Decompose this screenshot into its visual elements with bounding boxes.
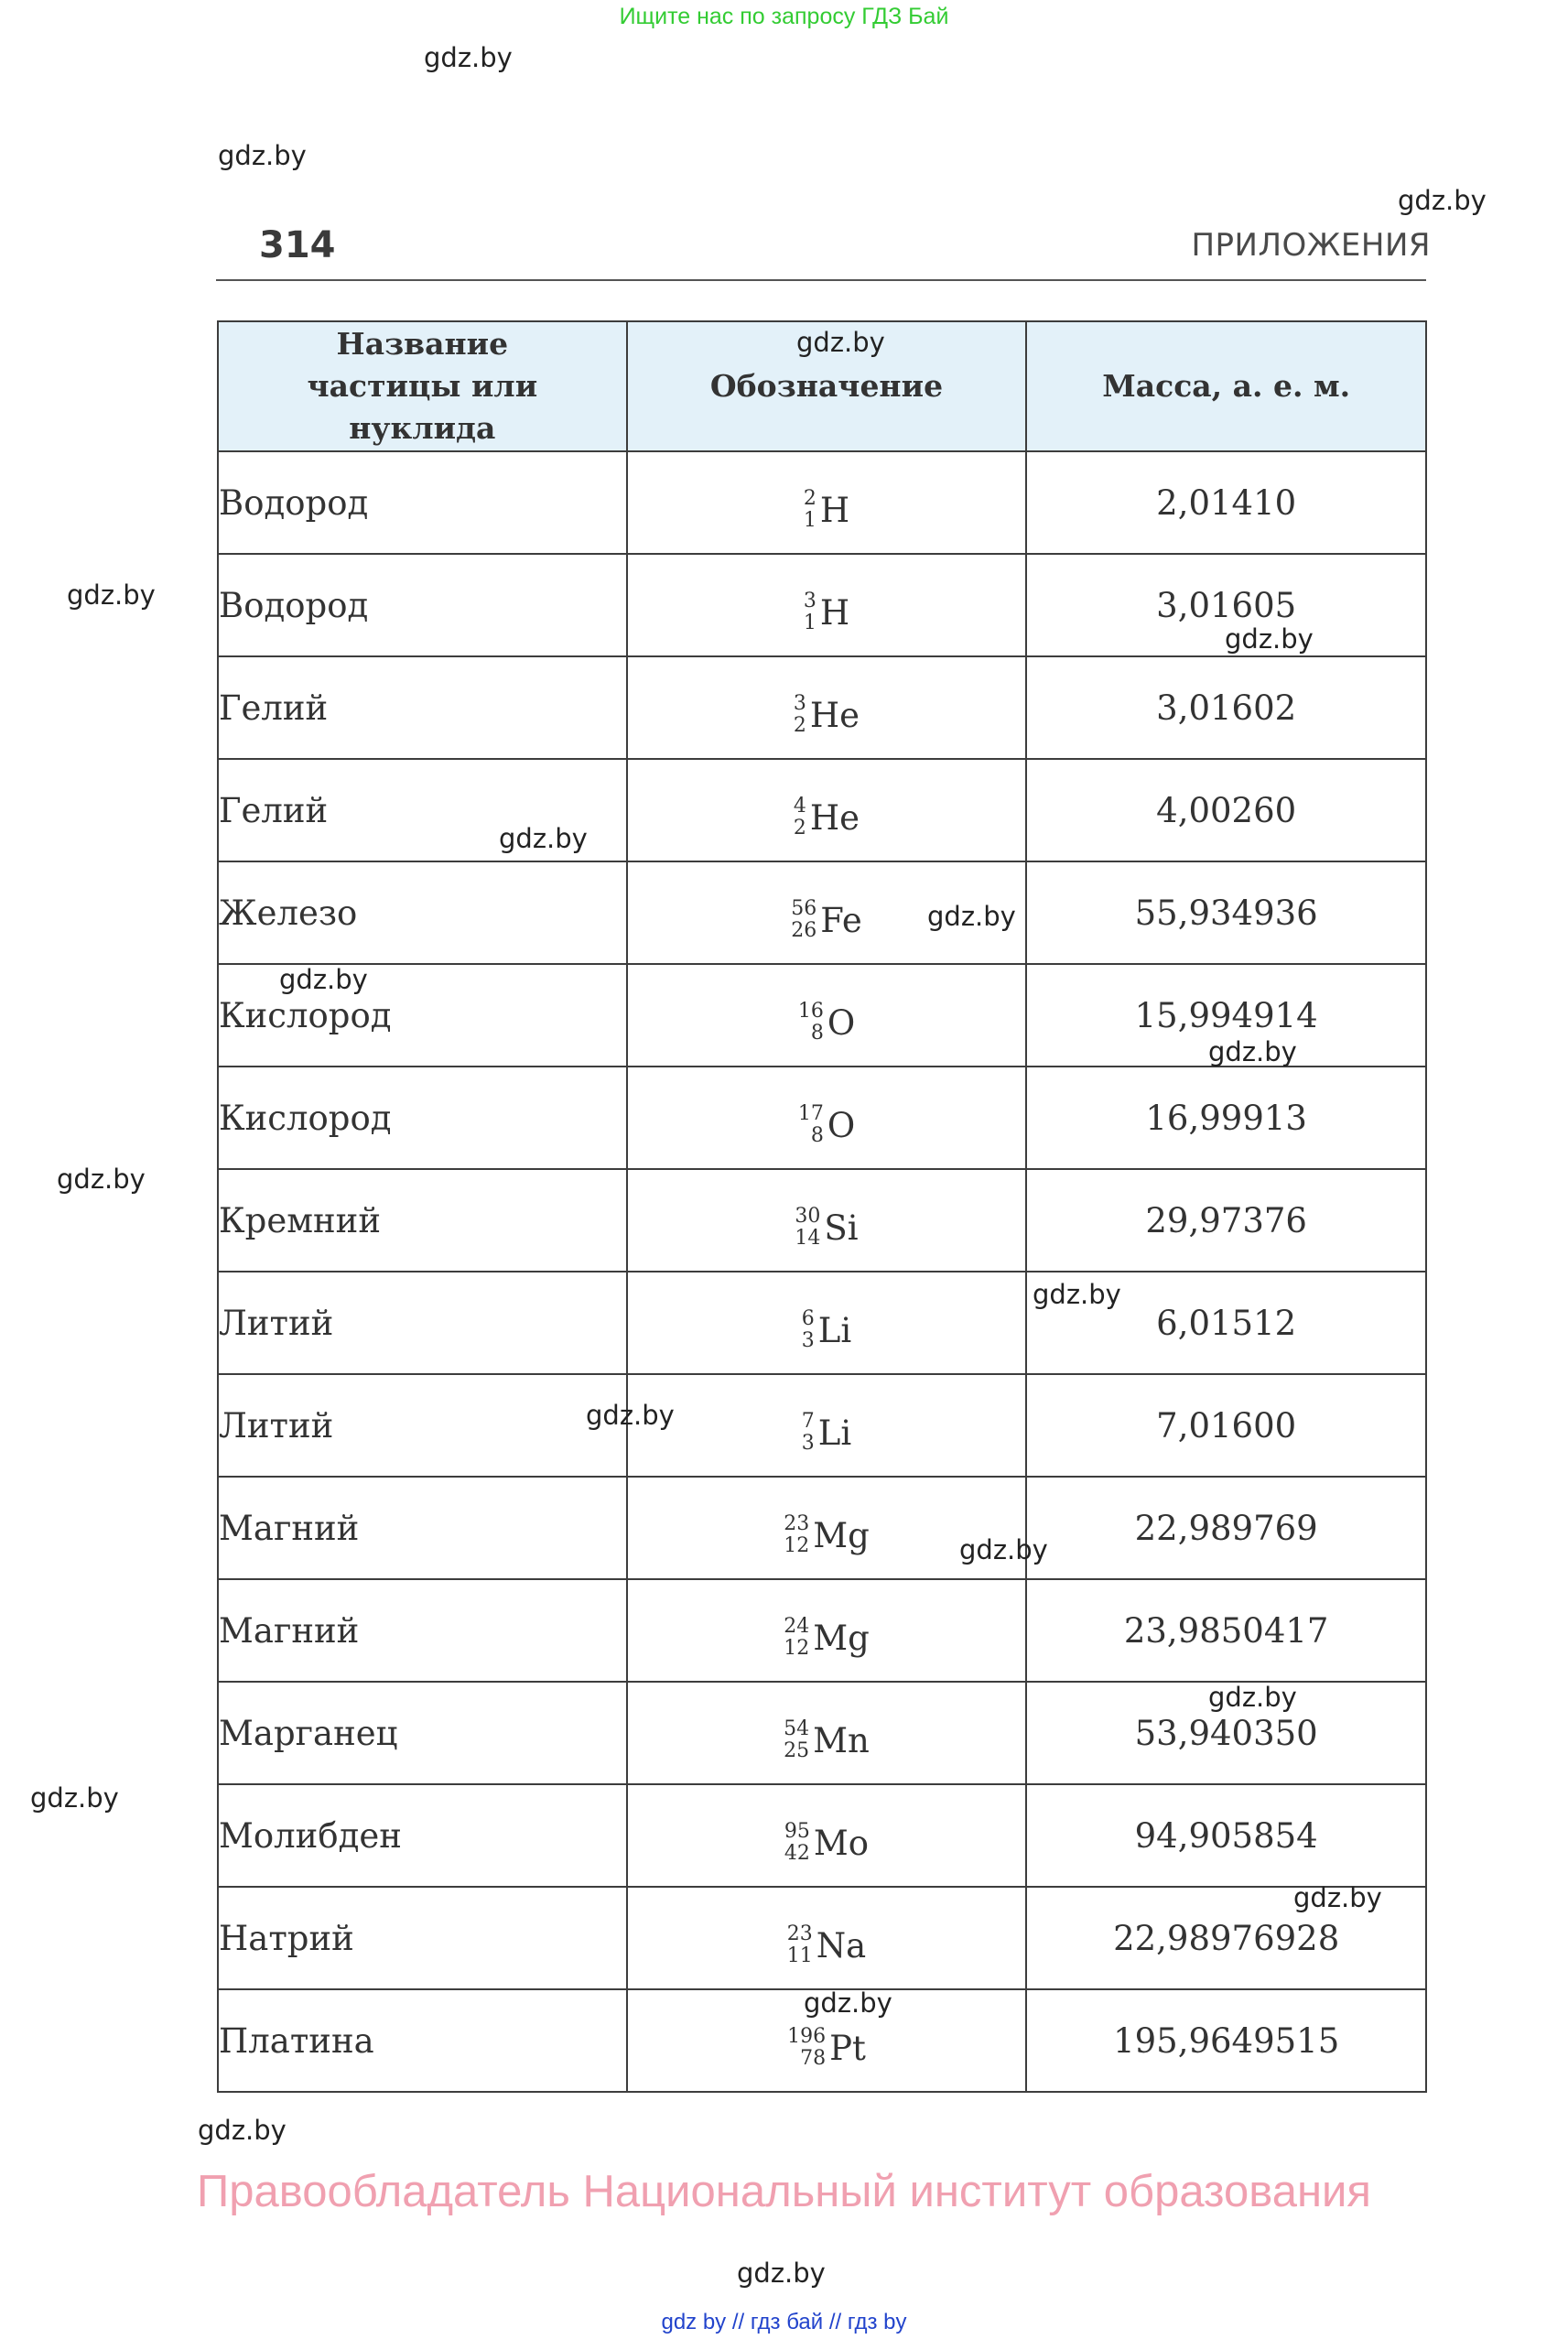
particle-name: Кислород: [218, 1067, 627, 1169]
nuclide-notation: [791, 898, 862, 942]
mass-number: 95: [784, 1820, 810, 1843]
nuclide-notation: [798, 1001, 855, 1045]
nuclide-symbol: [627, 1374, 1027, 1477]
nuclide-symbol: [627, 554, 1027, 656]
watermark: gdz.by: [279, 964, 368, 995]
table-row: [218, 1169, 1426, 1272]
nuclide-symbol: [627, 759, 1027, 861]
mass-number: 4: [793, 795, 806, 818]
atomic-mass: 94,905854: [1026, 1784, 1426, 1887]
particle-name: Водород: [218, 554, 627, 656]
page-number: 314: [259, 224, 336, 266]
atomic-mass: 16,99913: [1026, 1067, 1426, 1169]
nucleon-numbers: [804, 488, 816, 532]
nuclide-symbol: [627, 1784, 1027, 1887]
nuclide-symbol: [627, 964, 1027, 1067]
table-row: [218, 1067, 1426, 1169]
watermark: gdz.by: [218, 140, 307, 171]
nuclide-notation: [802, 1411, 851, 1455]
element-symbol: Mg: [813, 1618, 870, 1658]
atomic-number: 25: [784, 1739, 810, 1762]
section-title: ПРИЛОЖЕНИЯ: [1191, 227, 1431, 264]
nuclide-notation: [784, 1821, 869, 1865]
watermark: gdz.by: [927, 901, 1016, 932]
atomic-number: 42: [784, 1842, 810, 1865]
watermark: gdz.by: [1293, 1882, 1382, 1913]
mass-number: 3: [793, 692, 806, 715]
watermark: gdz.by: [586, 1400, 675, 1431]
element-symbol: Pt: [829, 2028, 866, 2068]
atomic-number: 2: [793, 714, 806, 737]
watermark: gdz.by: [57, 1164, 146, 1195]
watermark: gdz.by: [499, 823, 588, 854]
element-symbol: Fe: [820, 900, 862, 940]
element-symbol: Si: [824, 1207, 859, 1248]
element-symbol: H: [819, 490, 850, 530]
atomic-mass: 3,01602: [1026, 656, 1426, 759]
nuclide-notation: [787, 1923, 866, 1967]
atomic-number: 1: [803, 509, 816, 532]
nucleon-numbers: [787, 1923, 813, 1967]
nuclide-notation: [794, 796, 860, 839]
header-mass: Масса, а. е. м.: [1026, 321, 1426, 451]
watermark: gdz.by: [737, 2258, 826, 2289]
atomic-number: 3: [801, 1432, 815, 1455]
table-row: [218, 656, 1426, 759]
nucleon-numbers: [784, 1616, 809, 1660]
nuclide-notation: [804, 590, 849, 634]
nuclide-symbol: [627, 1682, 1027, 1784]
atomic-number: 11: [786, 1944, 813, 1967]
nucleon-numbers: [804, 590, 816, 634]
table-row: [218, 1272, 1426, 1374]
watermark: gdz.by: [1225, 623, 1314, 655]
atomic-number: 3: [801, 1329, 815, 1352]
nuclide-symbol: [627, 1887, 1027, 1989]
nucleon-numbers: [798, 1001, 824, 1045]
watermark: gdz.by: [67, 579, 156, 611]
element-symbol: Mo: [813, 1823, 870, 1863]
element-symbol: O: [827, 1105, 856, 1145]
header-name-text: Название частицы или нуклида: [307, 326, 538, 446]
particle-name: Кислород: [218, 964, 627, 1067]
atomic-number: 26: [791, 919, 817, 942]
nucleon-numbers: [791, 898, 816, 942]
nuclide-notation: [784, 1718, 870, 1762]
table-row: [218, 1784, 1426, 1887]
nuclide-notation: [795, 1206, 858, 1250]
atomic-mass: 2,01410: [1026, 451, 1426, 554]
table-row: [218, 1374, 1426, 1477]
atomic-mass: 4,00260: [1026, 759, 1426, 861]
nucleon-numbers: [784, 1513, 809, 1557]
header-name: [218, 321, 627, 451]
atomic-mass: 195,9649515: [1026, 1989, 1426, 2092]
mass-number: 54: [784, 1717, 810, 1740]
particle-name: Железо: [218, 861, 627, 964]
atomic-mass: 7,01600: [1026, 1374, 1426, 1477]
element-symbol: O: [827, 1002, 856, 1043]
atomic-mass: 29,97376: [1026, 1169, 1426, 1272]
element-symbol: H: [819, 592, 850, 633]
particle-name: Гелий: [218, 656, 627, 759]
watermark: gdz.by: [959, 1534, 1048, 1565]
nucleon-numbers: [798, 1103, 824, 1147]
particle-name: Магний: [218, 1579, 627, 1682]
nuclide-symbol: [627, 1169, 1027, 1272]
atomic-mass: 23,9850417: [1026, 1579, 1426, 1682]
particle-name: Кремний: [218, 1169, 627, 1272]
mass-number: 196: [787, 2025, 827, 2048]
atomic-mass: 3,01605: [1026, 554, 1426, 656]
atomic-mass: 22,98976928: [1026, 1887, 1426, 1989]
copyright-notice: Правообладатель Национальный институт образования: [197, 2167, 1371, 2216]
particle-name: Водород: [218, 451, 627, 554]
mass-number: 7: [801, 1410, 815, 1433]
nuclide-notation: [802, 1308, 851, 1352]
atomic-mass: 15,994914: [1026, 964, 1426, 1067]
nucleon-numbers: [802, 1411, 815, 1455]
nuclide-mass-table: [217, 320, 1427, 2093]
nucleon-numbers: [802, 1308, 815, 1352]
watermark: gdz.by: [198, 2115, 287, 2146]
watermark: gdz.by: [1033, 1279, 1121, 1310]
element-symbol: He: [809, 695, 860, 735]
nuclide-notation: [798, 1103, 855, 1147]
nuclide-notation: [794, 693, 860, 737]
atomic-number: 78: [800, 2047, 827, 2070]
watermark: gdz.by: [1398, 185, 1487, 216]
particle-name: Магний: [218, 1477, 627, 1579]
element-symbol: He: [809, 797, 860, 838]
particle-name: Литий: [218, 1374, 627, 1477]
atomic-number: 8: [810, 1022, 824, 1045]
watermark: gdz.by: [1208, 1682, 1297, 1713]
nuclide-notation: [784, 1513, 870, 1557]
atomic-mass: 53,940350: [1026, 1682, 1426, 1784]
header-symbol: Обозначение: [627, 321, 1027, 451]
nuclide-symbol: [627, 656, 1027, 759]
table-row: [218, 1477, 1426, 1579]
watermark: gdz.by: [804, 1987, 892, 2019]
atomic-number: 14: [795, 1227, 821, 1250]
mass-number: 6: [801, 1307, 815, 1330]
table-row: [218, 1579, 1426, 1682]
table-row: [218, 1887, 1426, 1989]
mass-number: 16: [797, 1000, 824, 1023]
table-row: [218, 759, 1426, 861]
nucleon-numbers: [784, 1821, 810, 1865]
nucleon-numbers: [794, 693, 806, 737]
nuclide-symbol: [627, 1067, 1027, 1169]
table-row: [218, 861, 1426, 964]
mass-number: 30: [795, 1205, 821, 1228]
nucleon-numbers: [787, 2026, 826, 2070]
atomic-number: 12: [784, 1637, 810, 1660]
footer-links[interactable]: gdz by // гдз бай // гдз by: [661, 2310, 907, 2334]
particle-name: Натрий: [218, 1887, 627, 1989]
watermark: gdz.by: [30, 1782, 119, 1814]
atomic-number: 8: [810, 1124, 824, 1147]
element-symbol: Li: [817, 1413, 852, 1453]
atomic-mass: 55,934936: [1026, 861, 1426, 964]
particle-name: Гелий: [218, 759, 627, 861]
particle-name: Молибден: [218, 1784, 627, 1887]
watermark: gdz.by: [796, 327, 885, 358]
mass-number: 17: [797, 1102, 824, 1125]
mass-number: 24: [784, 1615, 810, 1638]
particle-name: Литий: [218, 1272, 627, 1374]
header-divider: [216, 279, 1426, 281]
element-symbol: Mn: [813, 1720, 870, 1760]
nucleon-numbers: [794, 796, 806, 839]
watermark: gdz.by: [1208, 1036, 1297, 1067]
particle-name: Платина: [218, 1989, 627, 2092]
atomic-number: 12: [784, 1534, 810, 1557]
element-symbol: Na: [816, 1925, 867, 1966]
particle-name: Марганец: [218, 1682, 627, 1784]
nucleon-numbers: [784, 1718, 809, 1762]
atomic-number: 1: [803, 612, 816, 634]
atomic-mass: 22,989769: [1026, 1477, 1426, 1579]
table-body: [218, 451, 1426, 2092]
element-symbol: Mg: [813, 1515, 870, 1555]
nuclide-symbol: [627, 1579, 1027, 1682]
nuclide-notation: [787, 2026, 866, 2070]
element-symbol: Li: [817, 1310, 852, 1350]
nuclide-symbol: [627, 1272, 1027, 1374]
mass-number: 23: [786, 1922, 813, 1945]
watermark: gdz.by: [424, 42, 513, 73]
nuclide-notation: [784, 1616, 870, 1660]
nuclide-symbol: [627, 451, 1027, 554]
nucleon-numbers: [795, 1206, 820, 1250]
table-row: [218, 451, 1426, 554]
top-banner[interactable]: Ищите нас по запросу ГДЗ Бай: [619, 4, 949, 29]
nuclide-notation: [804, 488, 849, 532]
mass-number: 23: [784, 1512, 810, 1535]
atomic-mass: 6,01512: [1026, 1272, 1426, 1374]
mass-number: 3: [803, 590, 816, 612]
mass-number: 2: [803, 487, 816, 510]
mass-number: 56: [791, 897, 817, 920]
atomic-number: 2: [793, 817, 806, 839]
